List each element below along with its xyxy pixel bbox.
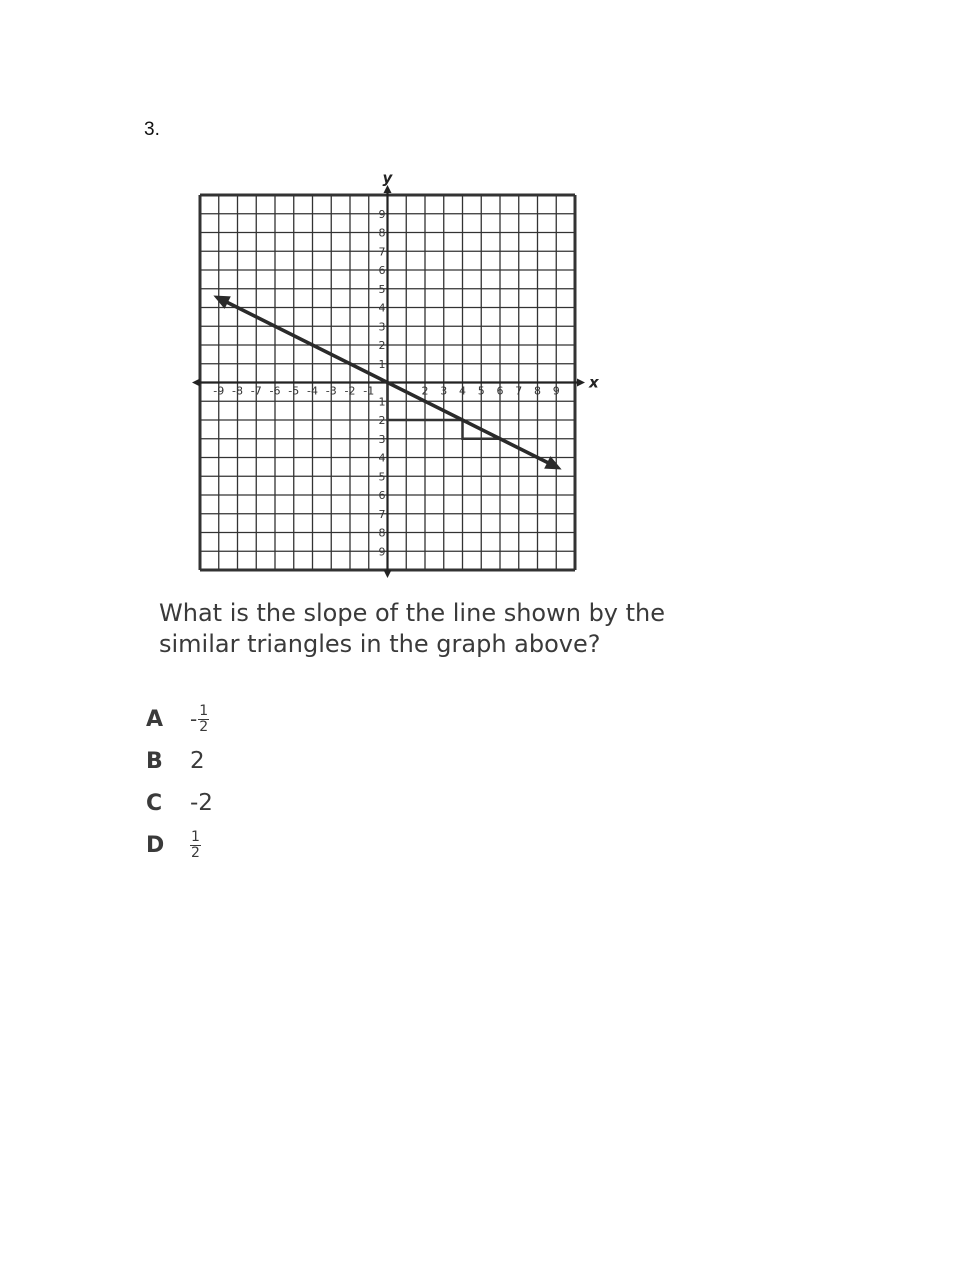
y-tick-label: 6	[378, 264, 386, 277]
choice-value: $\frac{1}{2}$	[191, 828, 200, 861]
x-axis-arrow	[577, 379, 585, 387]
choice-b[interactable]	[146, 744, 205, 778]
y-tick-label: 1	[378, 357, 386, 371]
x-tick-label: -1	[363, 384, 375, 398]
y-axis-label: y	[382, 169, 393, 187]
x-tick-label: 5	[477, 384, 485, 398]
x-tick-label: -3	[325, 384, 337, 398]
choice-value: -2	[190, 790, 213, 816]
choice-d[interactable]	[146, 828, 201, 862]
y-tick-label: 2	[378, 414, 386, 427]
choice-letter: C	[146, 790, 163, 816]
choice-letter: D	[146, 832, 165, 858]
y-tick-label: 9	[378, 545, 386, 559]
y-tick-label: 2	[378, 339, 386, 352]
y-tick-label: 5	[378, 470, 386, 484]
x-tick-label: 8	[534, 384, 541, 398]
choice-value: 2	[190, 748, 205, 774]
y-tick-label: 7	[378, 507, 386, 521]
x-tick-label: 3	[440, 384, 448, 398]
x-tick-label: 9	[552, 384, 560, 398]
y-tick-label: 8	[378, 226, 386, 240]
x-tick-label: -7	[250, 384, 262, 398]
x-axis-arrow	[192, 379, 200, 387]
question-text: What is the slope of the line shown by the similar triangles in the graph above?	[159, 599, 666, 658]
y-tick-label: 3	[378, 320, 386, 334]
y-tick-label: 9	[378, 207, 386, 221]
choice-letter: A	[146, 706, 164, 732]
y-tick-label: 4	[378, 301, 386, 315]
x-tick-label: 7	[515, 384, 523, 398]
x-tick-label: 2	[421, 384, 429, 398]
x-tick-label: -4	[307, 384, 318, 398]
x-axis-label: x	[589, 373, 599, 392]
x-tick-label: -6	[269, 384, 281, 398]
x-tick-label: -8	[232, 384, 243, 398]
question-number: 3.	[144, 119, 160, 140]
choice-a[interactable]	[146, 702, 209, 736]
y-tick-label: 3	[378, 432, 386, 446]
y-tick-label: 5	[378, 282, 386, 296]
coordinate-graph	[190, 169, 599, 580]
y-axis-arrow	[384, 570, 392, 578]
x-tick-label: 6	[496, 384, 504, 398]
y-tick-label: 4	[378, 451, 386, 465]
choice-value: - $\frac{1}{2}$	[190, 702, 209, 735]
y-tick-label: 7	[378, 245, 386, 259]
y-tick-label: 1	[378, 395, 386, 409]
x-tick-label: 4	[459, 384, 466, 398]
choice-c[interactable]	[146, 786, 213, 820]
x-tick-label: -5	[288, 384, 300, 398]
x-tick-label: -9	[213, 384, 225, 398]
y-tick-label: 6	[378, 489, 386, 502]
choice-letter: B	[146, 748, 163, 774]
x-tick-label: -2	[344, 384, 356, 398]
y-tick-label: 8	[378, 526, 386, 540]
